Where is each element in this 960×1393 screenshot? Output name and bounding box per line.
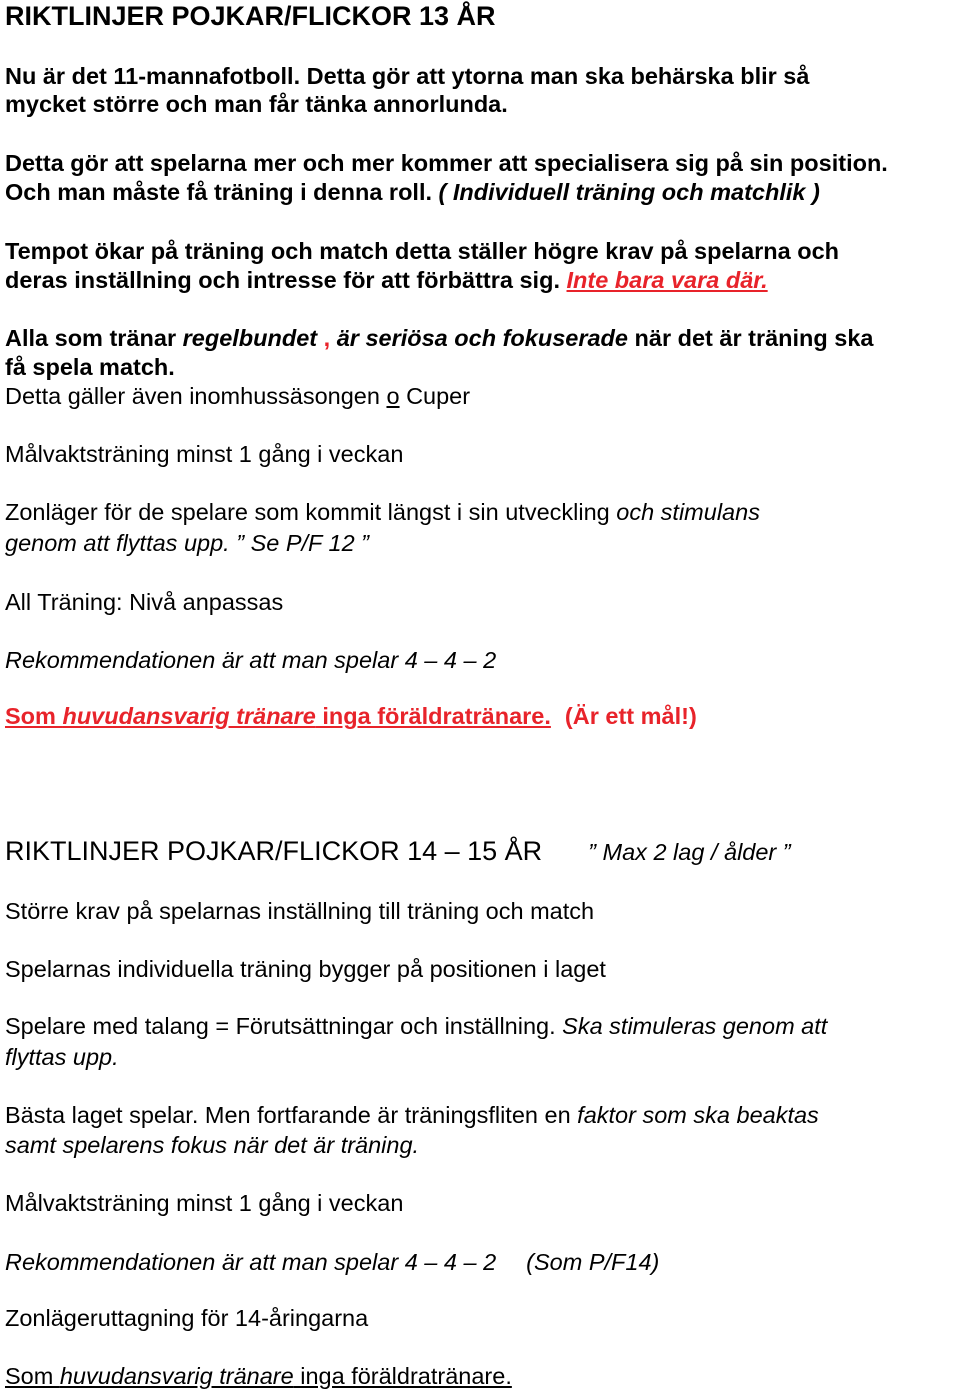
s13-para2-italic-note: ( Individuell träning och matchlik ) xyxy=(438,179,820,205)
s13-para7-line2 xyxy=(5,528,369,558)
s13-para7-a: Zonläger för de spelare som kommit längst i sin utveckling xyxy=(5,499,617,525)
s13-head-coach-a: Som xyxy=(5,703,63,729)
s13-para7-c: genom att flyttas upp. xyxy=(5,530,230,556)
s14-recommendation-text: Rekommendationen är att man spelar 4 – 4 – 2 xyxy=(5,1249,497,1275)
s13-para7-line1 xyxy=(5,497,760,527)
s13-para4-line2: få spela match. xyxy=(5,354,175,380)
s13-recommendation: Rekommendationen är att man spelar 4 – 4 – 2 xyxy=(5,647,497,673)
s13-para3-text: deras inställning och intresse för att förbättra sig. xyxy=(5,267,567,293)
section-13-heading: RIKTLINJER POJKAR/FLICKOR 13 ÅR xyxy=(5,1,496,31)
s14-para1: Större krav på spelarnas inställning till träning och match xyxy=(5,898,595,924)
s13-para5-a: Detta gäller även inomhussäsongen xyxy=(5,383,387,409)
s14-para3-b: Ska stimuleras genom att xyxy=(562,1013,828,1039)
s13-para7-d: ” Se P/F 12 ” xyxy=(229,530,370,556)
s14-recommendation-note: (Som P/F14) xyxy=(526,1249,660,1275)
s14-para4-a: Bästa laget spelar. Men fortfarande är träningsfliten en xyxy=(5,1102,578,1128)
s13-para5 xyxy=(5,381,470,411)
s13-goal-note: (Är ett mål!) xyxy=(564,703,697,729)
s14-para3-line2: flyttas upp. xyxy=(5,1044,119,1070)
s13-para3-red-emphasis: Inte bara vara där. xyxy=(566,267,768,293)
s14-recommendation xyxy=(5,1247,659,1277)
s13-para4-line1 xyxy=(5,323,874,353)
s13-all-training: All Träning: Nivå anpassas xyxy=(5,589,284,615)
s13-para2-text: Och man måste få träning i denna roll. xyxy=(5,179,439,205)
s13-para3-line2 xyxy=(5,265,768,295)
s14-heading-note: ” Max 2 lag / ålder ” xyxy=(588,839,791,865)
s13-para1-line1: Nu är det 11-mannafotboll. Detta gör att ytorna man ska behärska blir så xyxy=(5,63,810,89)
s14-head-coach-c: inga föräldratränare. xyxy=(293,1363,512,1389)
s14-head-coach xyxy=(5,1361,512,1391)
s14-para4-line1 xyxy=(5,1100,819,1130)
s14-para3-a: Spelare med talang = Förutsättningar och inställning. xyxy=(5,1013,563,1039)
s13-para4-d: är seriösa och fokuserade xyxy=(336,325,628,351)
s13-para2-line2 xyxy=(5,177,820,207)
s13-para4-e: när det är träning ska xyxy=(627,325,874,351)
s14-para4-line2: samt spelarens fokus när det är träning. xyxy=(5,1132,420,1158)
section-14-heading xyxy=(5,835,791,868)
s14-para3-line1 xyxy=(5,1011,827,1041)
s14-zone-selection: Zonlägeruttagning för 14-åringarna xyxy=(5,1305,369,1331)
s13-head-coach xyxy=(5,701,697,731)
s13-goalkeeper-training: Målvaktsträning minst 1 gång i veckan xyxy=(5,441,404,467)
s13-para4-comma: , xyxy=(317,325,337,351)
s14-para4-b: faktor som ska beaktas xyxy=(577,1102,819,1128)
s13-para4-a: Alla som tränar xyxy=(5,325,183,351)
s13-para1-line2: mycket större och man får tänka annorlunda. xyxy=(5,91,508,117)
s13-head-coach-b: huvudansvarig tränare xyxy=(62,703,316,729)
s14-para2: Spelarnas individuella träning bygger på positionen i laget xyxy=(5,956,606,982)
s14-head-coach-b: huvudansvarig tränare xyxy=(59,1363,294,1389)
s13-para4-b: regelbundet xyxy=(182,325,318,351)
s13-para5-c: Cuper xyxy=(399,383,471,409)
s14-heading-text: RIKTLINJER POJKAR/FLICKOR 14 – 15 ÅR xyxy=(5,836,543,866)
s14-head-coach-a: Som xyxy=(5,1363,60,1389)
s13-para5-b: o xyxy=(386,383,400,409)
s13-para7-b: och stimulans xyxy=(616,499,760,525)
s14-goalkeeper-training: Målvaktsträning minst 1 gång i veckan xyxy=(5,1190,404,1216)
s13-head-coach-c: inga föräldratränare. xyxy=(315,703,551,729)
s13-para3-line1: Tempot ökar på träning och match detta ställer högre krav på spelarna och xyxy=(5,238,840,264)
s13-para2-line1: Detta gör att spelarna mer och mer kommer att specialisera sig på sin position. xyxy=(5,150,888,176)
